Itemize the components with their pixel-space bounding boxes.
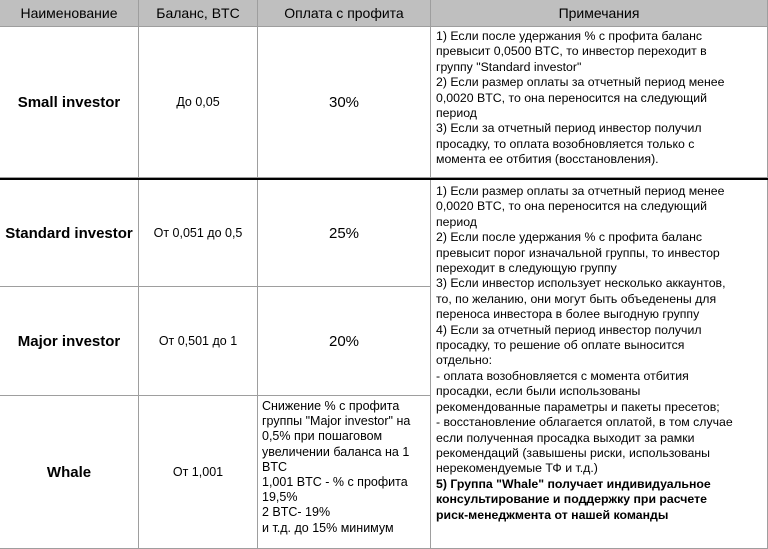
- header-name: Наименование: [0, 0, 139, 27]
- payment-line: 1,001 BTC - % с профита: [262, 475, 408, 490]
- row-balance-standard: От 0,051 до 0,5: [139, 180, 258, 287]
- row-payment-whale: [258, 396, 431, 549]
- row-balance-whale: От 1,001: [139, 396, 258, 549]
- note-line: нерекомендуемые ТФ и т.д.): [436, 461, 598, 476]
- note-line: - оплата возобновляется с момента отбития: [436, 368, 689, 383]
- payment-line: увеличении баланса на 1: [262, 444, 410, 459]
- note-line: 0,0020 BTC, то она переносится на следующий: [436, 90, 707, 105]
- header-balance: Баланс, BTC: [139, 0, 258, 27]
- note-line: 1) Если после удержания % с профита баланс: [436, 29, 703, 43]
- row-name-small: Small investor: [0, 27, 139, 178]
- notes-small: [431, 27, 768, 178]
- note-line: 4) Если за отчетный период инвестор получил: [436, 322, 702, 337]
- note-line: 2) Если после удержания % с профита баланс: [436, 230, 703, 245]
- row-payment-major: 20%: [258, 287, 431, 396]
- note-line: - восстановление облагается оплатой, в том случае: [436, 415, 733, 430]
- row-payment-standard: 25%: [258, 180, 431, 287]
- payment-line: 19,5%: [262, 490, 298, 505]
- note-line: 3) Если инвестор использует несколько аккаунтов,: [436, 276, 726, 291]
- note-line: просадки, если были использованы: [436, 384, 641, 399]
- note-line: период: [436, 106, 477, 121]
- row-name-standard: Standard investor: [0, 180, 139, 287]
- row-name-whale: Whale: [0, 396, 139, 549]
- note-line: 3) Если за отчетный период инвестор получил: [436, 121, 702, 136]
- note-line: рекомендаций (завышены риски, использованы: [436, 445, 710, 460]
- note-line: период: [436, 214, 477, 229]
- note-line: просадку, то оплата возобновляется только с: [436, 136, 695, 151]
- header-payment: Оплата с профита: [258, 0, 431, 27]
- note-line: 1) Если размер оплаты за отчетный период менее: [436, 184, 725, 198]
- note-line-bold: 5) Группа "Whale" получает индивидуальное: [436, 476, 711, 491]
- note-line: просадку, то решение об оплате выносится: [436, 338, 685, 353]
- note-line: отдельно:: [436, 353, 493, 368]
- row-balance-small: До 0,05: [139, 27, 258, 178]
- note-line: рекомендованные параметры и пакеты пресетов;: [436, 399, 720, 414]
- note-line: если полученная просадка выходит за рамки: [436, 430, 695, 445]
- note-line: превысит порог изначальной группы, то инвестор: [436, 245, 720, 260]
- payment-line: группы "Major investor" на: [262, 414, 411, 429]
- note-line: превысит 0,0500 BTC, то инвестор переходит в: [436, 44, 707, 59]
- payment-line: BTC: [262, 459, 287, 474]
- payment-line: и т.д. до 15% минимум: [262, 520, 394, 535]
- notes-other: [431, 180, 768, 549]
- note-line: 2) Если размер оплаты за отчетный период менее: [436, 75, 725, 90]
- note-line: группу "Standard investor": [436, 59, 582, 74]
- row-name-major: Major investor: [0, 287, 139, 396]
- note-line: момента ее отбития (восстановления).: [436, 152, 659, 167]
- payment-line: 0,5% при пошаговом: [262, 429, 383, 444]
- header-notes: Примечания: [431, 0, 768, 27]
- payment-line: 2 BTC- 19%: [262, 505, 331, 520]
- note-line: переноса инвестора в более выгодную группу: [436, 307, 700, 322]
- row-balance-major: От 0,501 до 1: [139, 287, 258, 396]
- payment-line: Снижение % с профита: [262, 399, 400, 413]
- note-line: то, по желанию, они могут быть объеденены для: [436, 291, 717, 306]
- note-line: переходит в следующую группу: [436, 261, 617, 276]
- note-line-bold: риск-менеджмента от нашей команды: [436, 507, 669, 522]
- row-separator: [0, 178, 768, 180]
- note-line-bold: консультирование и поддержку при расчете: [436, 492, 707, 507]
- note-line: 0,0020 BTC, то она переносится на следующий: [436, 199, 707, 214]
- row-payment-small: 30%: [258, 27, 431, 178]
